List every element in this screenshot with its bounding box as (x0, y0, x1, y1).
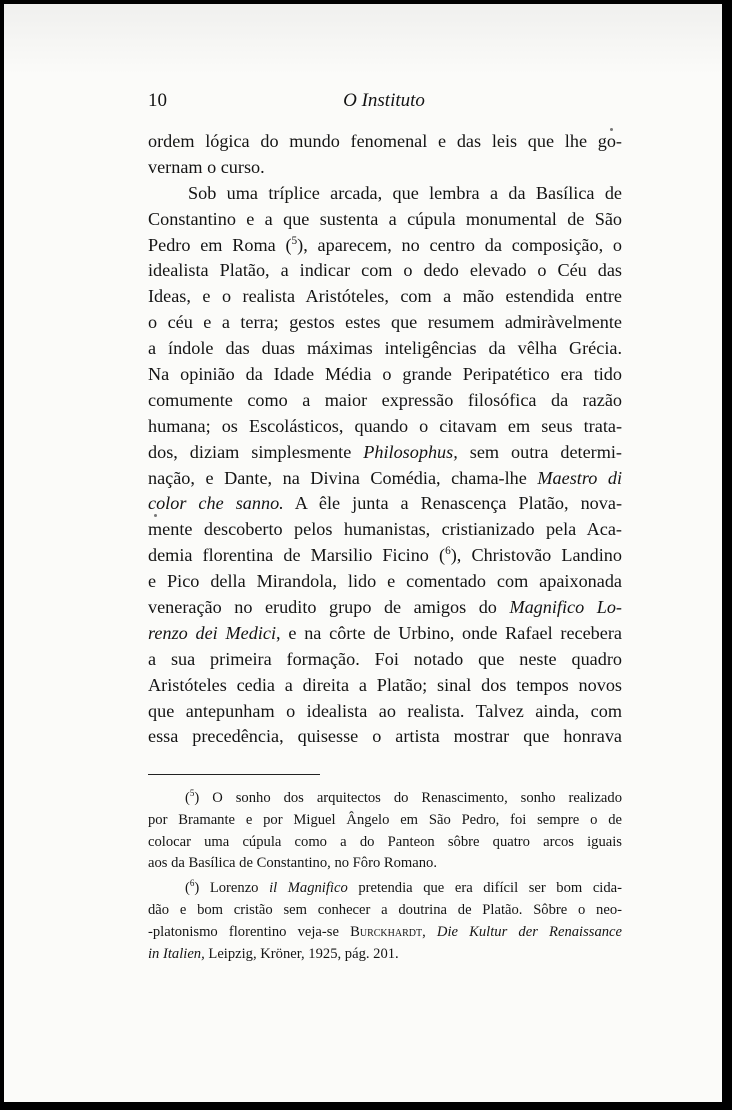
body-line: dos, diziam simplesmente Philosophus, sem outra determi- (148, 441, 622, 462)
body-line: a sua primeira formação. Foi notado que neste quadro (148, 648, 622, 669)
footnote-line: in Italien, Leipzig, Kröner, 1925, pág. 201. (148, 945, 399, 962)
footnote-rule (148, 774, 320, 775)
footnote-line: aos da Basílica de Constantino, no Fôro Romano. (148, 855, 438, 872)
body-line: que antepunham o idealista ao realista. Talvez ainda, com (148, 700, 622, 721)
footnote-line: colocar uma cúpula como a do Panteon sôbre quatro arcos iguais (148, 833, 622, 850)
body-line: idealista Platão, a indicar com o dedo elevado o Céu das (148, 260, 622, 281)
body-line: Ideas, e o realista Aristóteles, com a mão estendida entre (148, 286, 622, 307)
page-number: 10 (148, 90, 167, 111)
body-line: essa precedência, quisesse o artista mostrar que honrava (148, 726, 622, 747)
body-line: Constantino e a que sustenta a cúpula monumental de São (148, 208, 622, 229)
footnote-line: ($^5$) O sonho dos arquitectos do Renascimento, sonho realizado (185, 788, 622, 806)
body-text (148, 129, 622, 750)
footnote-line: por Bramante e por Miguel Ângelo em São Pedro, foi sempre o de (148, 811, 622, 828)
body-line: humana; os Escolásticos, quando o citavam em seus trata- (148, 415, 622, 436)
running-title: O Instituto (343, 90, 425, 111)
body-line: vernam o curso. (148, 156, 265, 177)
body-line: Pedro em Roma ($^5$), aparecem, no centro da composição, o (148, 234, 622, 255)
body-line: Aristóteles cedia a direita a Platão; sinal dos tempos novos (148, 674, 622, 695)
running-header (148, 90, 620, 116)
body-line: comumente como a maior expressão filosófica da razão (148, 389, 622, 410)
footnotes (148, 788, 622, 965)
body-line: veneração no erudito grupo de amigos do Magnifico Lo- (148, 597, 622, 618)
body-line: nação, e Dante, na Divina Comédia, chama-lhe Maestro di (148, 467, 623, 488)
body-line: mente descoberto pelos humanistas, cristianizado pela Aca- (148, 519, 622, 540)
body-line: Sob uma tríplice arcada, que lembra a da Basílica de (188, 182, 622, 203)
body-line: o céu e a terra; gestos estes que resumem admiràvelmente (148, 312, 622, 333)
body-line: e Pico della Mirandola, lido e comentado com apaixonada (148, 571, 622, 592)
body-line: renzo dei Medici, e na côrte de Urbino, onde Rafael recebera (148, 622, 622, 643)
body-line: color che sanno. A êle junta a Renascença Platão, nova- (148, 493, 622, 514)
body-line: ordem lógica do mundo fenomenal e das leis que lhe go- (148, 131, 622, 151)
body-line: Na opinião da Idade Média o grande Peripatético era tido (148, 364, 622, 385)
body-line: a índole das duas máximas inteligências da vêlha Grécia. (148, 338, 622, 359)
footnote-line: dão e bom cristão sem conhecer a doutrina de Platão. Sôbre o neo- (148, 901, 622, 918)
footnote-line: -platonismo florentino veja-se Burckhardt, Die Kultur der Renaissance (148, 923, 623, 940)
footnote-line: ($^6$) Lorenzo il Magnifico pretendia que era difícil ser bom cida- (185, 878, 622, 897)
body-line: demia florentina de Marsilio Ficino ($^6$), Christovão Landino (148, 545, 622, 566)
scan-shading (4, 4, 722, 74)
